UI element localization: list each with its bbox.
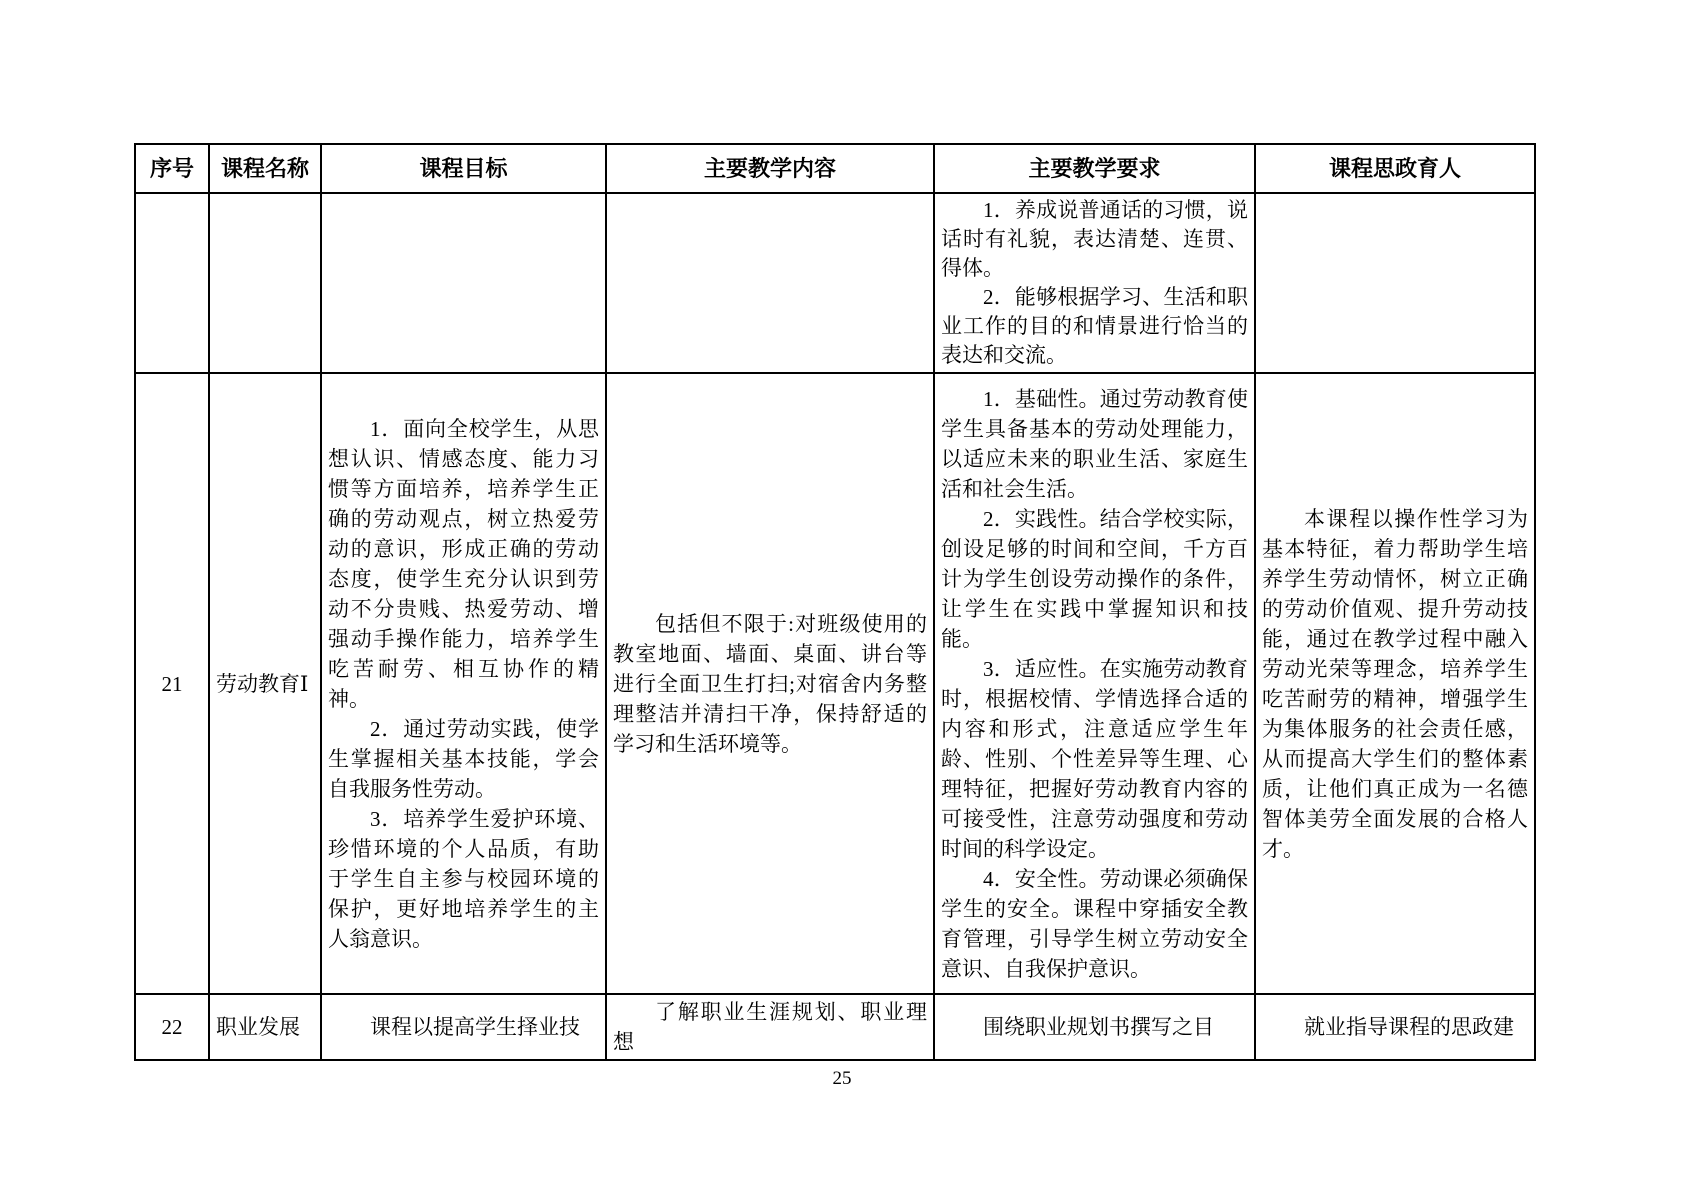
page-number: 25: [832, 1068, 852, 1089]
cell-seq: 21: [135, 373, 209, 994]
cell-content: 了解职业生涯规划、职业理想: [606, 994, 934, 1060]
cell-ideology: 本课程以操作性学习为基本特征，着力帮助学生培养学生劳动情怀，树立正确的劳动价值观、提升劳动技能，通过在教学过程中融入劳动光荣等理念，培养学生吃苦耐劳的精神，增强学生为集体服务的社会责任感，从而提高大学生们的整体素质，让他们真正成为一名德智体美劳全面发展的合格人才。: [1255, 373, 1535, 994]
table-row-22: [135, 994, 1535, 1060]
cell-requirements: 1．基础性。通过劳动教育使学生具备基本的劳动处理能力，以适应未来的职业生活、家庭生活和社会生活。 2．实践性。结合学校实际，创设足够的时间和空间，千方百计为学生创设劳动操作的条件，让学生在实践中掌握知识和技能。 3．适应性。在实施劳动教育时，根据校情、学情选择合适的内容和形式，注意适应学生年龄、性别、个性差异等生理、心理特征，把握好劳动教育内容的可接受性，注意劳动强度和劳动时间的科学设定。 4．安全性。劳动课必须确保学生的安全。课程中穿插安全教育管理，引导学生树立劳动安全意识、自我保护意识。: [934, 373, 1255, 994]
cell-seq: [135, 193, 209, 373]
cell-objectives: 1．面向全校学生，从思想认识、情感态度、能力习惯等方面培养，培养学生正确的劳动观点，树立热爱劳动的意识，形成正确的劳动态度，使学生充分认识到劳动不分贵贱、热爱劳动、增强动手操作能力，培养学生吃苦耐劳、相互协作的精神。 2．通过劳动实践，使学生掌握相关基本技能，学会自我服务性劳动。 3．培养学生爱护环境、珍惜环境的个人品质，有助于学生自主参与校园环境的保护，更好地培养学生的主人翁意识。: [321, 373, 606, 994]
cell-course-name: 劳动教育Ⅰ: [209, 373, 321, 994]
cell-course-name: 职业发展: [209, 994, 321, 1060]
cell-ideology: [1255, 193, 1535, 373]
header-ideology: 课程思政育人: [1255, 144, 1535, 193]
course-table: [134, 143, 1536, 1061]
cell-requirements: 围绕职业规划书撰写之目: [934, 994, 1255, 1060]
cell-course-name: [209, 193, 321, 373]
table-row-21: [135, 373, 1535, 994]
header-objectives: 课程目标: [321, 144, 606, 193]
cell-ideology: 就业指导课程的思政建: [1255, 994, 1535, 1060]
cell-requirements: 1．养成说普通话的习惯，说话时有礼貌，表达清楚、连贯、得体。 2．能够根据学习、生活和职业工作的目的和情景进行恰当的表达和交流。: [934, 193, 1255, 373]
cell-content: [606, 193, 934, 373]
cell-objectives: 课程以提高学生择业技: [321, 994, 606, 1060]
table-header-row: [135, 144, 1535, 193]
header-requirements: 主要教学要求: [934, 144, 1255, 193]
cell-objectives: [321, 193, 606, 373]
header-course-name: 课程名称: [209, 144, 321, 193]
header-content: 主要教学内容: [606, 144, 934, 193]
header-seq: 序号: [135, 144, 209, 193]
cell-content: 包括但不限于:对班级使用的教室地面、墙面、桌面、讲台等进行全面卫生打扫;对宿舍内务整理整洁并清扫干净，保持舒适的学习和生活环境等。: [606, 373, 934, 994]
cell-seq: 22: [135, 994, 209, 1060]
table-row-continuation: [135, 193, 1535, 373]
